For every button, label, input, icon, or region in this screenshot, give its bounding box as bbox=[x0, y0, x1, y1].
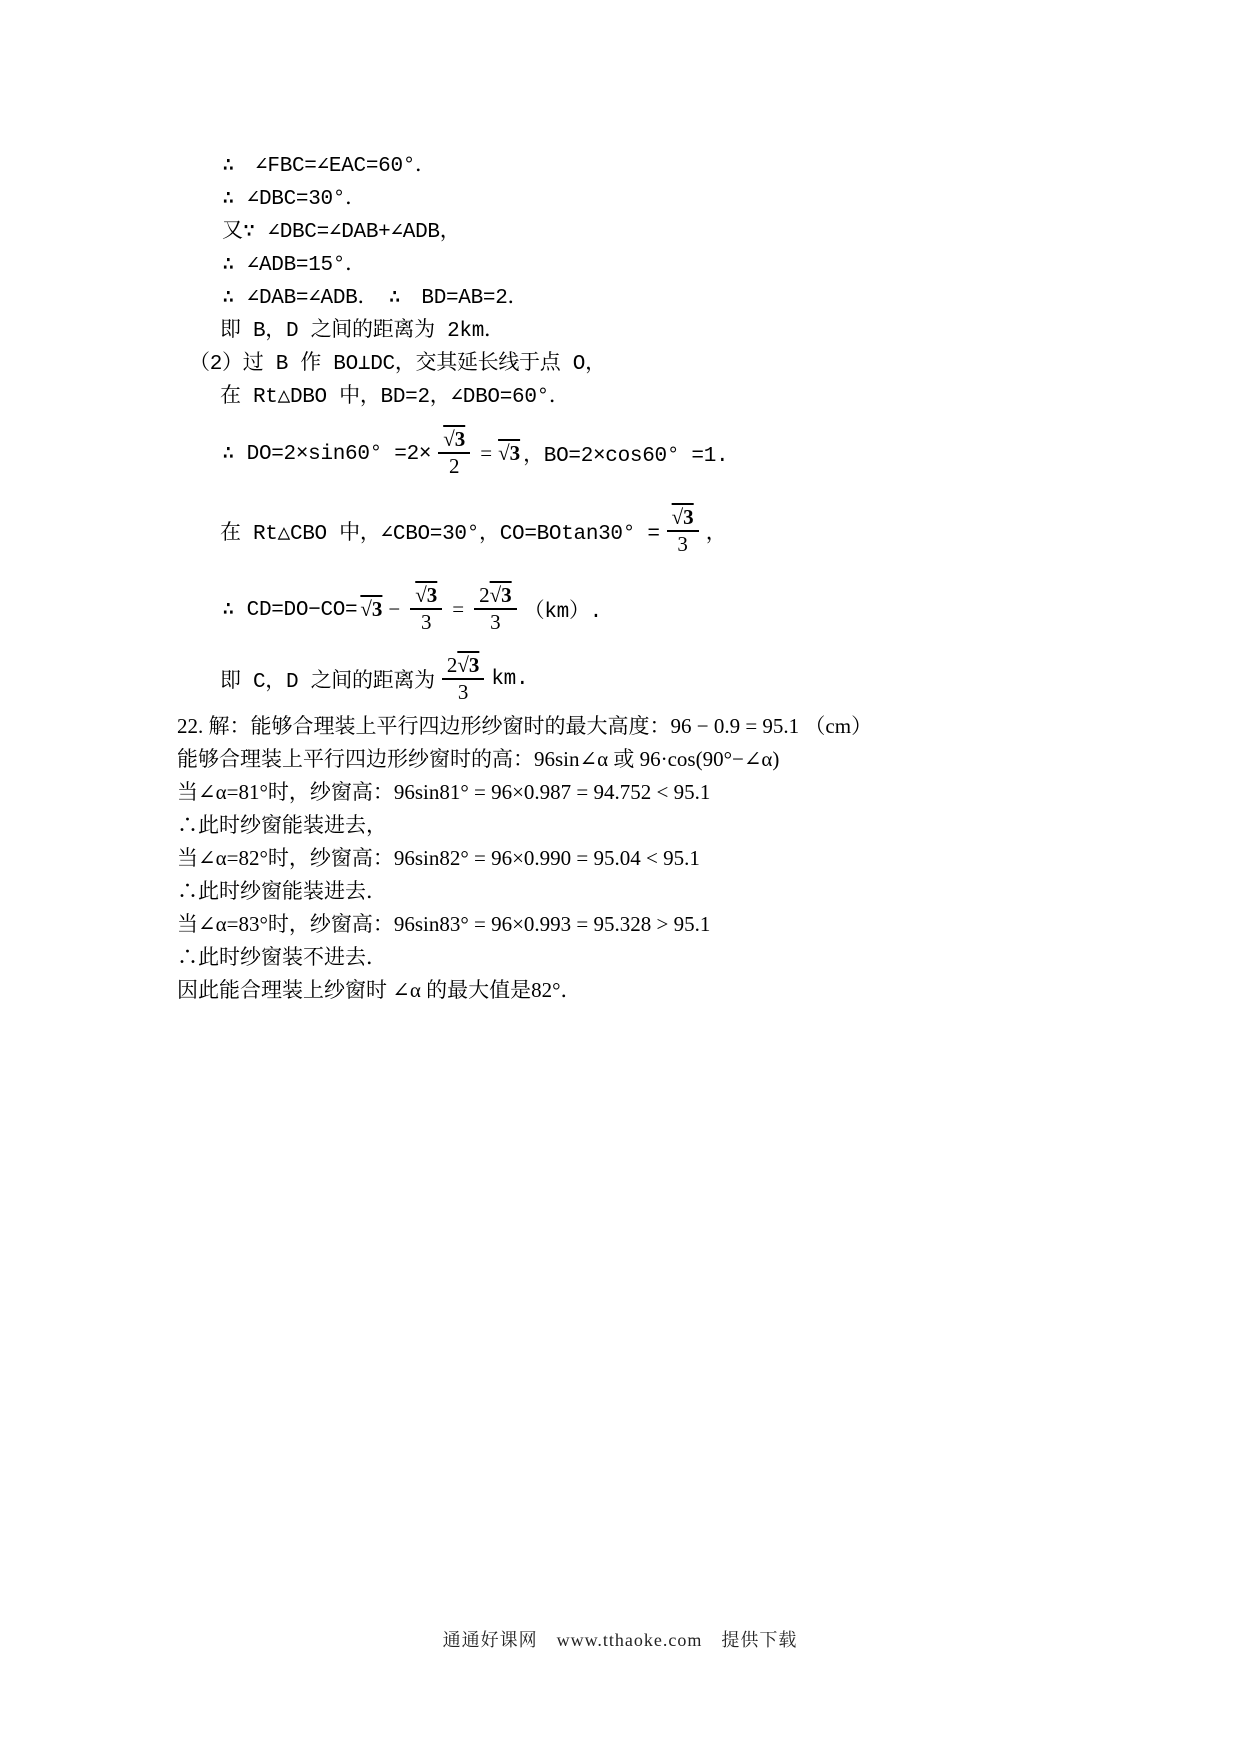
line-distance-bd-2km: 即 B，D 之间的距离为 2km． bbox=[220, 320, 505, 343]
minus-sign: − bbox=[388, 596, 401, 621]
fraction-denominator: 3 bbox=[490, 610, 501, 634]
fraction-sqrt3-over-2 bbox=[438, 427, 470, 479]
coefficient: 2 bbox=[479, 583, 490, 607]
line-22-fits-82: ∴此时纱窗能装进去． bbox=[177, 879, 387, 903]
fraction-numerator bbox=[442, 653, 485, 680]
line-angle-fbc-eac: ∴ ∠FBC=∠EAC=60°． bbox=[222, 155, 436, 178]
fraction-numerator: √3 bbox=[667, 505, 699, 532]
line-angle-adb-15: ∴ ∠ADB=15°． bbox=[222, 254, 366, 277]
equals-sign: = bbox=[480, 440, 493, 465]
line-22-fits-81: ∴此时纱窗能装进去， bbox=[177, 813, 387, 837]
fraction-numerator: √3 bbox=[410, 583, 442, 610]
formula-cbo-co bbox=[150, 492, 1130, 570]
line-distance-cd bbox=[150, 648, 1130, 710]
sqrt3-radical: √3 bbox=[457, 653, 480, 677]
fraction-sqrt3-over-3 bbox=[410, 583, 442, 635]
distance-cd-pre: 即 C，D 之间的距离为 bbox=[220, 671, 435, 694]
line-22-alpha-82: 当∠α=82°时，纱窗高：96sin82° = 96×0.990 = 95.04 < 95.1 bbox=[177, 846, 700, 870]
line-22-alpha-81: 当∠α=81°时，纱窗高：96sin81° = 96×0.987 = 94.752 < 95.1 bbox=[177, 780, 711, 804]
formula-cd-post: （km）. bbox=[523, 601, 602, 624]
formula-do-pre: ∴ DO=2×sin60° =2× bbox=[222, 443, 432, 466]
distance-cd-post: km. bbox=[491, 667, 529, 691]
formula-bo-post: ，BO=2×cos60° =1. bbox=[523, 445, 729, 468]
line-22-conclusion: 因此能合理装上纱窗时 ∠α 的最大值是82°． bbox=[177, 978, 582, 1002]
sqrt3-term: √3 bbox=[360, 596, 383, 621]
line-22-alpha-83: 当∠α=83°时，纱窗高：96sin83° = 96×0.993 = 95.328 > 95.1 bbox=[177, 912, 711, 936]
line-angle-dbc-30: ∴ ∠DBC=30°． bbox=[222, 188, 366, 211]
line-angle-dbc-sum: 又∵ ∠DBC=∠DAB+∠ADB， bbox=[222, 221, 461, 244]
fraction-numerator bbox=[474, 583, 517, 610]
formula-cd bbox=[150, 570, 1130, 648]
coefficient: 2 bbox=[446, 653, 458, 677]
formula-co-post: ， bbox=[705, 523, 727, 546]
sqrt3-result: √3 bbox=[498, 440, 521, 465]
footer-watermark: 通通好课网 www.tthaoke.com 提供下载 bbox=[442, 1630, 798, 1650]
fraction-2sqrt3-over-3 bbox=[474, 583, 517, 635]
fraction-denominator: 3 bbox=[677, 532, 688, 556]
fraction-denominator: 2 bbox=[448, 454, 460, 478]
line-part2-construction: （2）过 B 作 BO⊥DC，交其延长线于点 O， bbox=[189, 353, 606, 376]
equals-sign: = bbox=[452, 596, 465, 621]
line-dab-adb-bd-ab: ∴ ∠DAB=∠ADB． ∴ BD=AB=2． bbox=[222, 287, 529, 310]
fraction-denominator: 3 bbox=[421, 610, 432, 634]
line-rt-dbo: 在 Rt△DBO 中，BD=2，∠DBO=60°． bbox=[220, 386, 570, 409]
fraction-numerator: √3 bbox=[438, 427, 470, 454]
fraction-denominator: 3 bbox=[457, 680, 469, 704]
fraction-2sqrt3-over-3 bbox=[442, 653, 485, 705]
fraction-sqrt3-over-3 bbox=[667, 505, 699, 557]
line-22-not-fit-83: ∴此时纱窗装不进去． bbox=[177, 945, 387, 969]
line-22-max-height: 22. 解：能够合理装上平行四边形纱窗时的最大高度：96 − 0.9 = 95.1 （cm） bbox=[177, 714, 873, 738]
line-22-window-height-expr: 能够合理装上平行四边形纱窗时的高：96sin∠α 或 96·cos(90°−∠α) bbox=[177, 747, 780, 771]
formula-cd-pre: ∴ CD=DO−CO= bbox=[222, 599, 358, 622]
formula-co-pre: 在 Rt△CBO 中，∠CBO=30°，CO=BOtan30° = bbox=[220, 523, 660, 546]
sqrt3-radical: √3 bbox=[489, 583, 512, 607]
document-content bbox=[150, 150, 1130, 1007]
formula-do-bo bbox=[150, 414, 1130, 492]
